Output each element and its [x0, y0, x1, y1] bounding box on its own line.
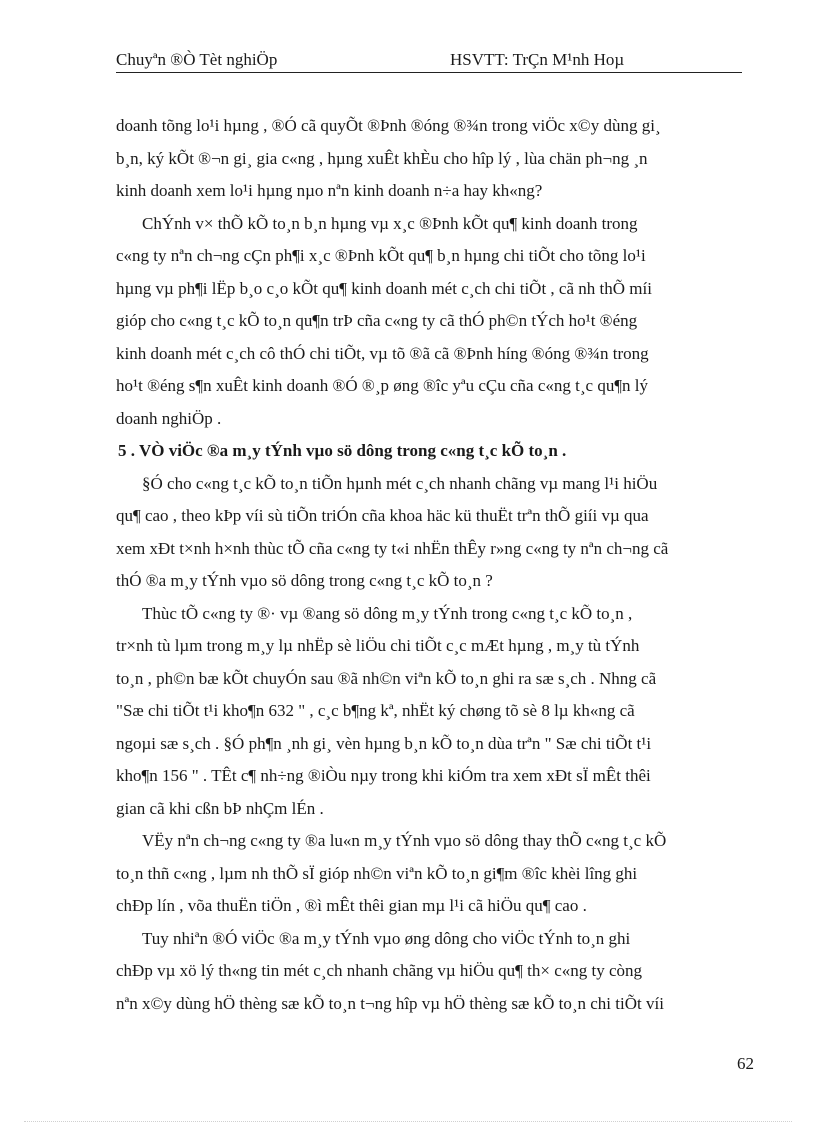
text-line: c«ng ty nªn ch¬ng cÇn ph¶i x¸c ®Þnh kÕt qu¶ b¸n hµng chi tiÕt cho tõng lo¹i	[116, 246, 646, 265]
text-line: doanh nghiÖp .	[116, 408, 222, 428]
text-line: b¸n, ký kÕt ®¬n gi¸ gia c«ng , hµng xuÊt khÈu cho hîp lý , lùa chän ph¬ng ¸n	[116, 148, 648, 168]
text-line: ho¹t ®éng s¶n xuÊt kinh doanh ®Ó ®¸p øng ®îc yªu cÇu cña c«ng t¸c qu¶n lý	[116, 376, 648, 395]
text-line: chÐp vµ xö lý th«ng tin mét c¸ch nhanh chãng vµ hiÖu qu¶ th× c«ng ty còng	[116, 961, 643, 980]
text-line: ChÝnh v× thÕ kÕ to¸n b¸n hµng vµ x¸c ®Þnh kÕt qu¶ kinh doanh trong	[142, 213, 638, 233]
text-line: kinh doanh mét c¸ch cô thÓ chi tiÕt, vµ tõ ®ã cã ®Þnh híng ®óng ®¾n trong	[116, 343, 649, 363]
text-line: ngoµi sæ s¸ch . §Ó ph¶n ¸nh gi¸ vèn hµng b¸n kÕ to¸n dùa trªn " Sæ chi tiÕt t¹i	[116, 733, 652, 753]
text-line: xem xÐt t×nh h×nh thùc tÕ cña c«ng ty t«i nhËn thÊy r»ng c«ng ty nªn ch¬ng cã	[116, 538, 669, 558]
text-line: kho¶n 156 " . TÊt c¶ nh÷ng ®iÒu nµy trong khi kiÓm tra xem xÐt sÏ mÊt thêi	[116, 766, 651, 785]
page-header	[116, 48, 742, 73]
text-line: gióp cho c«ng t¸c kÕ to¸n qu¶n trÞ cña c«ng ty cã thÓ ph©n tÝch ho¹t ®éng	[116, 311, 638, 330]
body-text	[116, 110, 746, 1020]
text-line: qu¶ cao , theo kÞp víi sù tiÕn triÓn cña khoa häc kü thuËt trªn thÕ giíi vµ qua	[116, 506, 649, 525]
text-line: hµng vµ ph¶i lËp b¸o c¸o kÕt qu¶ kinh doanh mét c¸ch chi tiÕt , cã nh thÕ míi	[116, 278, 652, 298]
header-document-type: Chuyªn ®Ò Tèt nghiÖp	[116, 50, 278, 69]
text-line: to¸n thñ c«ng , lµm nh thÕ sÏ gióp nh©n viªn kÕ to¸n gi¶m ®îc khèi lîng ghi	[116, 863, 638, 883]
text-line: to¸n , ph©n bæ kÕt chuyÓn sau ®ã nh©n viªn kÕ to¸n ghi ra sæ s¸ch . Nhng cã	[116, 668, 657, 688]
text-line: nªn x©y dùng hÖ thèng sæ kÕ to¸n t¬ng hîp vµ hÖ thèng sæ kÕ to¸n chi tiÕt víi	[116, 993, 664, 1013]
header-author: HSVTT: TrÇn M¹nh Hoµ	[450, 50, 625, 69]
text-line: "Sæ chi tiÕt t¹i kho¶n 632 " , c¸c b¶ng kª, nhËt ký chøng tõ sè 8 lµ kh«ng cã	[116, 701, 635, 720]
page-bottom-divider	[24, 1121, 792, 1122]
text-line: VËy nªn ch¬ng c«ng ty ®a lu«n m¸y tÝnh vµo sö dông thay thÕ c«ng t¸c kÕ	[142, 831, 667, 850]
text-line: gian cã khi cßn bÞ nhÇm lÉn .	[116, 798, 324, 818]
text-line: §Ó cho c«ng t¸c kÕ to¸n tiÕn hµnh mét c¸ch nhanh chãng vµ mang l¹i hiÖu	[142, 473, 658, 493]
text-line: thÓ ®a m¸y tÝnh vµo sö dông trong c«ng t¸c kÕ to¸n ?	[116, 571, 493, 590]
text-line: Tuy nhiªn ®Ó viÖc ®a m¸y tÝnh vµo øng dông cho viÖc tÝnh to¸n ghi	[142, 928, 631, 948]
text-line: doanh tõng lo¹i hµng , ®Ó cã quyÕt ®Þnh ®óng ®¾n trong viÖc x©y dùng gi¸	[116, 116, 661, 135]
text-line: tr×nh tù lµm trong m¸y lµ nhËp sè liÖu chi tiÕt c¸c mÆt hµng , m¸y tù tÝnh	[116, 636, 640, 655]
section-heading: 5 . VÒ viÖc ®a m¸y tÝnh vµo sö dông trong c«ng t¸c kÕ to¸n .	[118, 441, 567, 460]
text-line: kinh doanh xem lo¹i hµng nµo nªn kinh doanh n÷a hay kh«ng?	[116, 181, 543, 200]
text-line: Thùc tÕ c«ng ty ®· vµ ®ang sö dông m¸y tÝnh trong c«ng t¸c kÕ to¸n ,	[142, 603, 633, 623]
text-line: chÐp lín , võa thuËn tiÖn , ®ì mÊt thêi gian mµ l¹i cã hiÖu qu¶ cao .	[116, 896, 587, 915]
page-number: 62	[737, 1054, 754, 1073]
